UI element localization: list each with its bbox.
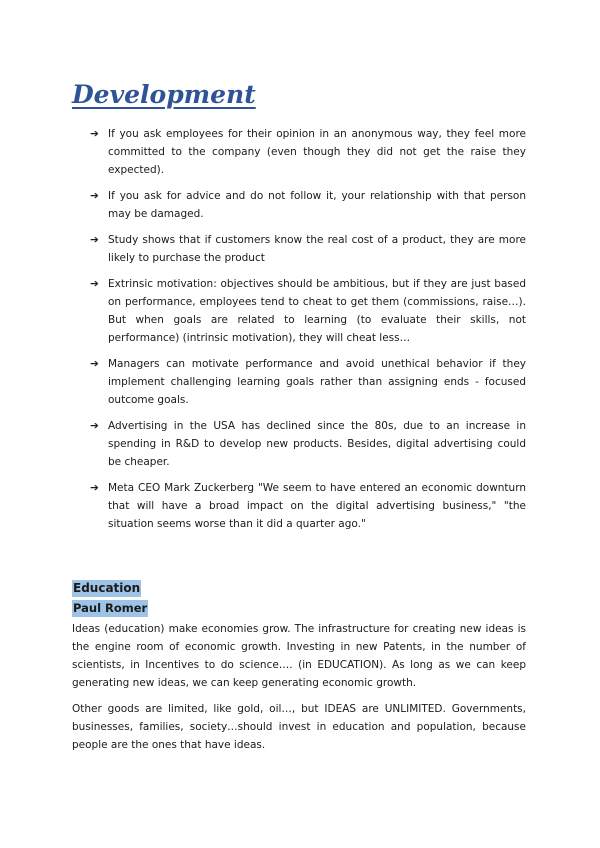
arrow-right-icon: ➔ — [90, 278, 99, 290]
bullet-text: If you ask for advice and do not follow it, your relationship with that person may be damaged. — [108, 190, 526, 220]
bullet-item — [90, 417, 526, 471]
bullet-item — [90, 275, 526, 347]
education-paragraph: Other goods are limited, like gold, oil…, but IDEAS are UNLIMITED. Governments, businesses, families, society…should invest in education and population, because people are the ones that have ideas. — [72, 703, 526, 751]
bullet-text: Extrinsic motivation: objectives should be ambitious, but if they are just based on performance, employees tend to cheat to get them (commissions, raise…). But when goals are related to learning (to evaluate their skills, not performance) (intrinsic motivation), they will cheat less… — [108, 278, 526, 344]
bullet-item — [90, 125, 526, 179]
education-paragraph: Ideas (education) make economies grow. The infrastructure for creating new ideas is the engine room of economic growth. Investing in new Patents, in the number of scientists, in Incentives to do science…. (in EDUCATION). As long as we can keep generating new ideas, we can keep generating economic growth. — [72, 623, 526, 689]
bullet-item — [90, 231, 526, 267]
bullet-item — [90, 355, 526, 409]
arrow-right-icon: ➔ — [90, 234, 99, 246]
arrow-right-icon: ➔ — [90, 190, 99, 202]
bullet-item — [90, 479, 526, 533]
education-label: Education — [73, 581, 141, 595]
arrow-right-icon: ➔ — [90, 482, 99, 494]
bullet-item — [90, 187, 526, 223]
bullet-text: Meta CEO Mark Zuckerberg "We seem to have entered an economic downturn that will have a broad impact on the digital advertising business," "the situation seems worse than it did a quarter ago." — [108, 482, 526, 530]
bullet-text: If you ask employees for their opinion in an anonymous way, they feel more committed to the company (even though they did not get the raise they expected). — [108, 128, 526, 176]
bullet-text: Study shows that if customers know the real cost of a product, they are more likely to purchase the product — [108, 234, 526, 264]
bullet-text: Advertising in the USA has declined since the 80s, due to an increase in spending in R&D to develop new products. Besides, digital advertising could be cheaper. — [108, 420, 526, 468]
arrow-right-icon: ➔ — [90, 128, 99, 140]
bullet-text: Managers can motivate performance and avoid unethical behavior if they implement challenging learning goals rather than assigning ends - focused outcome goals. — [108, 358, 526, 406]
arrow-right-icon: ➔ — [90, 358, 99, 370]
bullet-list — [90, 125, 526, 541]
arrow-right-icon: ➔ — [90, 420, 99, 432]
section-heading: Development — [72, 80, 256, 109]
person-label: Paul Romer — [73, 601, 148, 615]
